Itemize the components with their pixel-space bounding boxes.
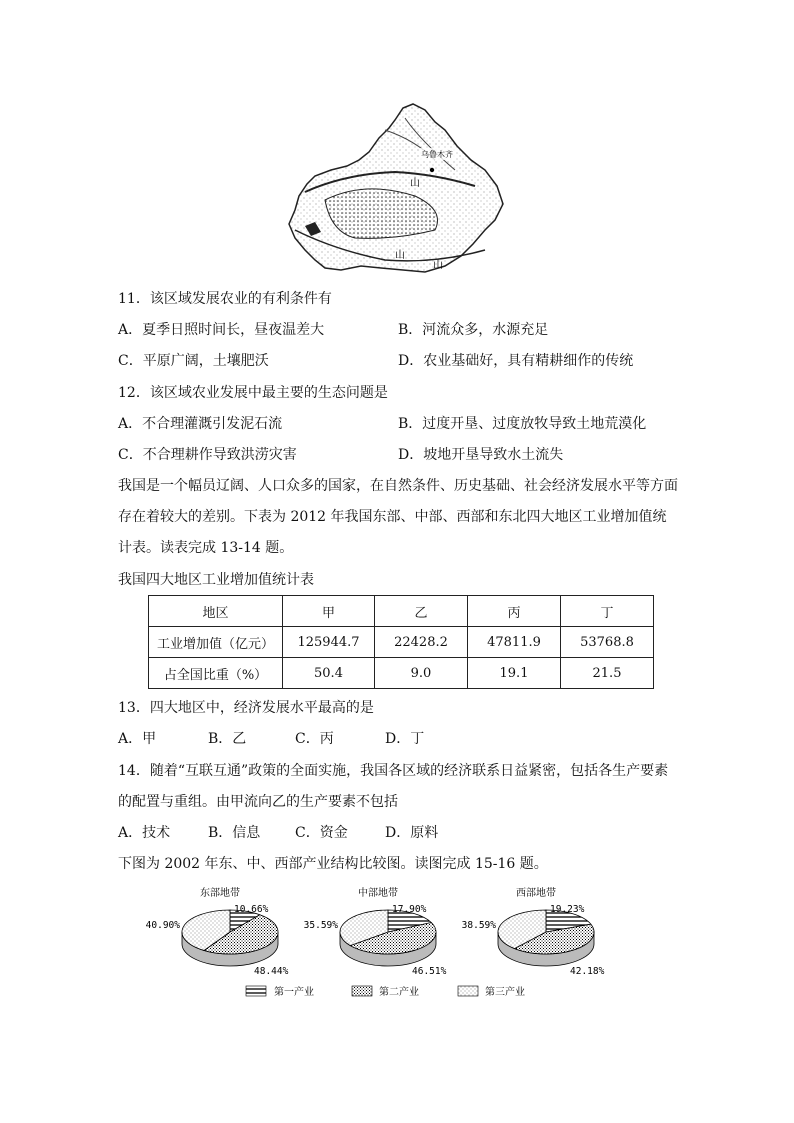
q13-stem: 13．四大地区中，经济发展水平最高的是 <box>118 700 374 716</box>
legend-label-secondary: 第二产业 <box>379 987 419 998</box>
q11-option-d[interactable]: D．农业基础好，具有精耕细作的传统 <box>398 353 634 369</box>
q12-option-c[interactable]: C．不合理耕作导致洪涝灾害 <box>118 447 297 463</box>
table-cell: 9.0 <box>375 658 468 689</box>
pie-title: 西部地带 <box>516 888 556 899</box>
intro-15-16: 下图为 2002 年东、中、西部产业结构比较图。读图完成 15-16 题。 <box>118 856 548 872</box>
xinjiang-map <box>285 100 510 278</box>
pie-data-label: 42.18% <box>570 966 605 977</box>
table-header-cell: 甲 <box>283 596 375 627</box>
q13-option-b[interactable]: B．乙 <box>208 731 247 747</box>
q11-option-c[interactable]: C．平原广阔，土壤肥沃 <box>118 353 269 369</box>
q13-option-c[interactable]: C．丙 <box>295 731 334 747</box>
table-header-cell: 乙 <box>375 596 468 627</box>
table-row <box>149 627 654 658</box>
legend-label-tertiary: 第三产业 <box>485 987 525 998</box>
q12-option-d[interactable]: D．坡地开垦导致水土流失 <box>398 447 564 463</box>
city-marker <box>430 168 434 172</box>
intro-13-14: 我国是一个幅员辽阔、人口众多的国家，在自然条件、历史基础、社会经济发展水平等方面存在着较大的差别。下表为 2012 年我国东部、中部、西部和东北四大地区工业增加值统计表。读表完成 13-14 题。 <box>118 478 678 556</box>
legend-swatch-secondary <box>352 986 372 996</box>
pie-chart <box>304 886 447 977</box>
pie-data-label: 40.90% <box>145 920 180 931</box>
pie-data-label: 46.51% <box>412 966 447 977</box>
industry-structure-pie-charts <box>145 888 650 1008</box>
pie-data-label: 17.90% <box>392 904 427 915</box>
mountain-label-east: 山 <box>395 250 405 261</box>
table-cell: 19.1 <box>468 658 561 689</box>
pie-data-label: 35.59% <box>303 920 338 931</box>
pie-data-label: 10.66% <box>234 904 269 915</box>
q11-option-a[interactable]: A．夏季日照时间长，昼夜温差大 <box>118 322 325 338</box>
table-header-cell: 地区 <box>149 596 283 627</box>
table-cell: 22428.2 <box>375 627 468 658</box>
stat-table <box>148 595 654 689</box>
legend-swatch-tertiary <box>458 986 478 996</box>
mountain-label-tianshan: 山 <box>410 178 420 189</box>
table-header-cell: 丁 <box>561 596 654 627</box>
q14-option-c[interactable]: C．资金 <box>295 825 348 841</box>
q14-option-b[interactable]: B．信息 <box>208 825 261 841</box>
pie-data-label: 38.59% <box>461 920 496 931</box>
legend-label-primary: 第一产业 <box>274 987 314 998</box>
q14-option-a[interactable]: A．技术 <box>118 825 171 841</box>
table-header-row <box>149 596 654 627</box>
table-cell: 125944.7 <box>283 627 375 658</box>
q11-stem: 11．该区域发展农业的有利条件有 <box>118 291 332 307</box>
q11-option-b[interactable]: B．河流众多，水源充足 <box>398 322 549 338</box>
pie-chart <box>146 886 289 977</box>
table-cell: 21.5 <box>561 658 654 689</box>
pie-data-label: 48.44% <box>254 966 289 977</box>
table-title: 我国四大地区工业增加值统计表 <box>118 572 314 588</box>
legend-swatch-primary <box>246 986 266 996</box>
pie-data-label: 19.23% <box>550 904 585 915</box>
q12-stem: 12．该区域农业发展中最主要的生态问题是 <box>118 385 388 401</box>
table-cell: 47811.9 <box>468 627 561 658</box>
q12-option-a[interactable]: A．不合理灌溉引发泥石流 <box>118 416 283 432</box>
q13-option-d[interactable]: D．丁 <box>385 731 425 747</box>
q12-option-b[interactable]: B．过度开垦、过度放牧导致土地荒漠化 <box>398 416 647 432</box>
q14-option-d[interactable]: D．原料 <box>385 825 439 841</box>
table-header-cell: 丙 <box>468 596 561 627</box>
mountain-label-kunlun: 山 <box>433 260 443 271</box>
pie-title: 中部地带 <box>358 888 398 899</box>
pie-chart <box>462 886 605 977</box>
table-cell: 53768.8 <box>561 627 654 658</box>
table-cell: 工业增加值（亿元） <box>149 627 283 658</box>
q13-option-a[interactable]: A．甲 <box>118 731 157 747</box>
map-outline <box>289 104 503 272</box>
table-cell: 占全国比重（%） <box>149 658 283 689</box>
table-row <box>149 658 654 689</box>
pie-legend <box>246 985 525 998</box>
city-label: 乌鲁木齐 <box>421 150 453 159</box>
table-cell: 50.4 <box>283 658 375 689</box>
q14-stem-line1: 14．随着“互联互通”政策的全面实施，我国各区域的经济联系日益紧密，包括各生产要素 <box>118 763 669 779</box>
q14-stem-line2: 的配置与重组。由甲流向乙的生产要素不包括 <box>118 794 398 810</box>
pie-title: 东部地带 <box>200 888 240 899</box>
